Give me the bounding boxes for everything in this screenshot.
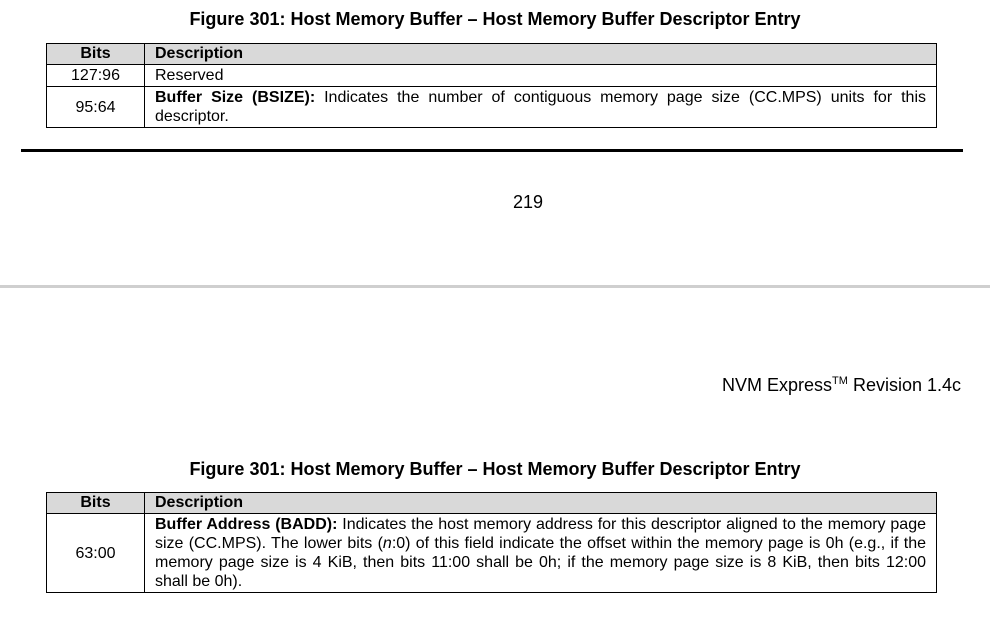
- table-row: [47, 87, 937, 128]
- description-text: :0) of this field indicate the offset within the memory page is 0h (e.g., if the memory page size is 4 KiB, then bits 11:00 shall be 0h; if the memory page size is 8 KiB, then bits 12:00 shall be 0h).: [155, 535, 927, 590]
- page-number: 219: [512, 192, 544, 212]
- running-header: [722, 375, 961, 395]
- figure-title: Figure 301: Host Memory Buffer – Host Memory Buffer Descriptor Entry: [189, 9, 801, 29]
- trademark-superscript: TM: [832, 375, 848, 387]
- bits-column-header: Bits: [47, 493, 145, 514]
- bits-cell: 63:00: [47, 514, 145, 593]
- description-cell: [145, 65, 937, 87]
- running-header-revision: Revision 1.4c: [847, 375, 961, 395]
- bits-cell: 127:96: [47, 65, 145, 87]
- description-text: Indicates the number of contiguous memory page size (CC.MPS) units for this descriptor.: [155, 89, 927, 125]
- bits-cell: 95:64: [47, 87, 145, 128]
- field-name: Buffer Address (BADD):: [155, 516, 338, 533]
- figure-title: Figure 301: Host Memory Buffer – Host Memory Buffer Descriptor Entry: [189, 459, 801, 479]
- page-break-divider: [0, 285, 990, 288]
- field-name: Buffer Size (BSIZE):: [155, 89, 316, 106]
- table-row: [47, 65, 937, 87]
- table-header-row: [47, 44, 937, 65]
- description-column-header: Description: [145, 493, 937, 514]
- descriptor-table-lower: [46, 492, 937, 593]
- description-column-header: Description: [145, 44, 937, 65]
- table-row: [47, 514, 937, 593]
- description-cell: [145, 514, 937, 593]
- description-text: Reserved: [155, 67, 224, 84]
- table-header-row: [47, 493, 937, 514]
- description-text: Indicates the host memory address for this descriptor aligned to the memory page size (CC.MPS). The lower bits (: [155, 516, 926, 552]
- description-cell: [145, 87, 937, 128]
- italic-variable: n: [382, 535, 392, 552]
- bits-column-header: Bits: [47, 44, 145, 65]
- footer-rule: [21, 149, 963, 152]
- running-header-title: NVM Express: [722, 375, 833, 395]
- descriptor-table-upper: [46, 43, 937, 128]
